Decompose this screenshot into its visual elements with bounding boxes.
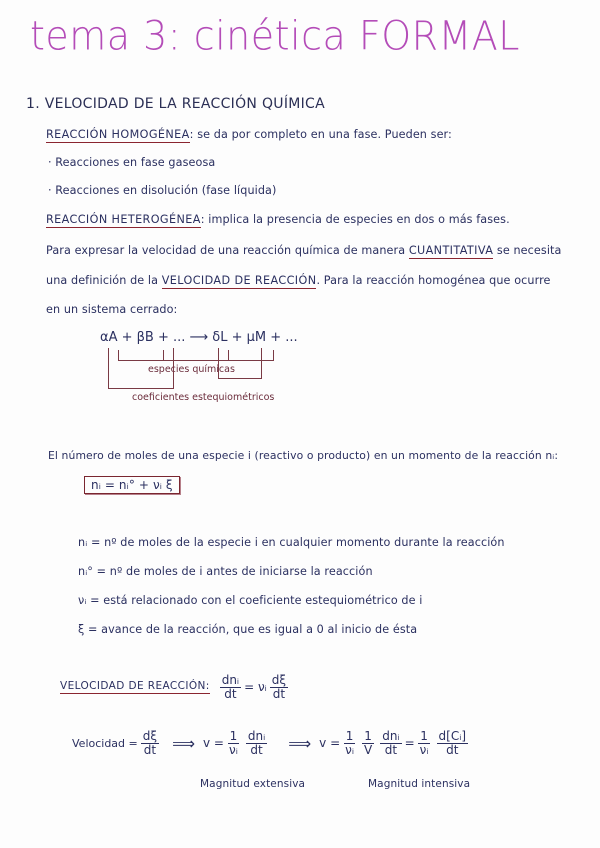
homogeneous-text: : se da por completo en una fase. Pueden ser:: [189, 128, 452, 141]
denominator: dt: [143, 742, 157, 757]
definition-item: nᵢ° = nº de moles de i antes de iniciarse la reacción: [78, 565, 373, 578]
reaction-rate-term: VELOCIDAD DE REACCIÓN: [161, 274, 317, 287]
numerator: dnᵢ: [382, 729, 400, 743]
denominator: dt: [384, 742, 398, 757]
numerator: 1: [420, 729, 428, 743]
v-equals: v =: [203, 736, 224, 751]
numerator: d[Cᵢ]: [438, 729, 467, 743]
denominator: νᵢ: [228, 742, 238, 757]
bullet-item: · Reacciones en fase gaseosa: [48, 156, 216, 169]
v-equals: v =: [319, 736, 341, 751]
definition-item: nᵢ = nº de moles de la especie i en cualquier momento durante la reacción: [78, 536, 505, 549]
denominator: dt: [272, 686, 286, 701]
homogeneous-term: REACCIÓN HOMOGÉNEA: [46, 128, 190, 141]
numerator: dnᵢ: [247, 729, 266, 743]
fraction: [270, 674, 288, 700]
moles-formula-box: nᵢ = nᵢ° + νᵢ ξ: [84, 476, 180, 494]
species-label: especies químicas: [148, 364, 235, 375]
heterogeneous-definition: [46, 213, 510, 226]
coefficient-bracket-left: [108, 348, 174, 389]
extensive-caption: Magnitud extensiva: [200, 778, 306, 790]
fraction: [227, 730, 240, 756]
denominator: V: [364, 742, 373, 757]
fraction: [380, 730, 401, 756]
section-heading: 1. VELOCIDAD DE LA REACCIÓN QUÍMICA: [26, 96, 326, 112]
heterogeneous-text: : implica la presencia de especies en dos o más fases.: [200, 213, 510, 226]
numerator: 1: [229, 729, 238, 743]
fraction: [437, 730, 469, 756]
fraction: [141, 730, 159, 756]
equals-nu: = νᵢ: [244, 680, 267, 695]
homogeneous-definition: [46, 128, 452, 141]
text: se necesita: [493, 244, 562, 257]
fraction: [418, 730, 431, 756]
paragraph-line-3: en un sistema cerrado:: [46, 303, 178, 316]
definition-item: νᵢ = está relacionado con el coeficiente estequiométrico de i: [78, 594, 423, 607]
numerator: dξ: [142, 729, 158, 743]
rate-label: VELOCIDAD DE REACCIÓN:: [60, 680, 210, 693]
denominator: νᵢ: [345, 742, 354, 757]
fraction: [246, 730, 267, 756]
numerator: 1: [345, 729, 354, 743]
numerator: dnᵢ: [221, 673, 240, 687]
fraction: [220, 674, 241, 700]
paragraph-line-1: [46, 244, 561, 257]
fraction: [343, 730, 356, 756]
denominator: dt: [250, 742, 263, 757]
text: una definición de la: [46, 274, 162, 287]
intensive-caption: Magnitud intensiva: [368, 778, 471, 790]
implies-arrow-icon: ⟹: [288, 733, 310, 753]
moles-intro: El número de moles de una especie i (reactivo o producto) en un momento de la reacción nᵢ:: [48, 449, 559, 462]
implies-arrow-icon: ⟹: [172, 733, 193, 753]
fraction: [362, 730, 374, 756]
coefficients-label: coeficientes estequiométricos: [132, 392, 275, 403]
velocity-derivation: [72, 730, 471, 756]
heterogeneous-term: REACCIÓN HETEROGÉNEA: [46, 213, 201, 226]
velocity-label: Velocidad =: [72, 736, 138, 750]
quantitative-term: CUANTITATIVA: [408, 244, 494, 257]
denominator: dt: [446, 742, 459, 757]
text: Para expresar la velocidad de una reacción química de manera: [46, 244, 409, 257]
denominator: dt: [224, 686, 237, 701]
reaction-equation: αA + βB + ... ⟶ δL + μM + ...: [100, 330, 298, 345]
equals: =: [404, 736, 415, 751]
text: . Para la reacción homogénea que ocurre: [316, 274, 551, 287]
numerator: 1: [364, 729, 372, 743]
definition-item: ξ = avance de la reacción, que es igual a 0 al inicio de ésta: [78, 623, 418, 636]
page-title: tema 3: cinética FORMAL: [30, 12, 520, 60]
coefficient-bracket-right: [218, 348, 262, 379]
numerator: dξ: [271, 673, 287, 687]
rate-definition: [60, 674, 291, 700]
bullet-item: · Reacciones en disolución (fase líquida): [48, 184, 277, 197]
denominator: νᵢ: [419, 742, 429, 757]
paragraph-line-2: [46, 274, 551, 287]
